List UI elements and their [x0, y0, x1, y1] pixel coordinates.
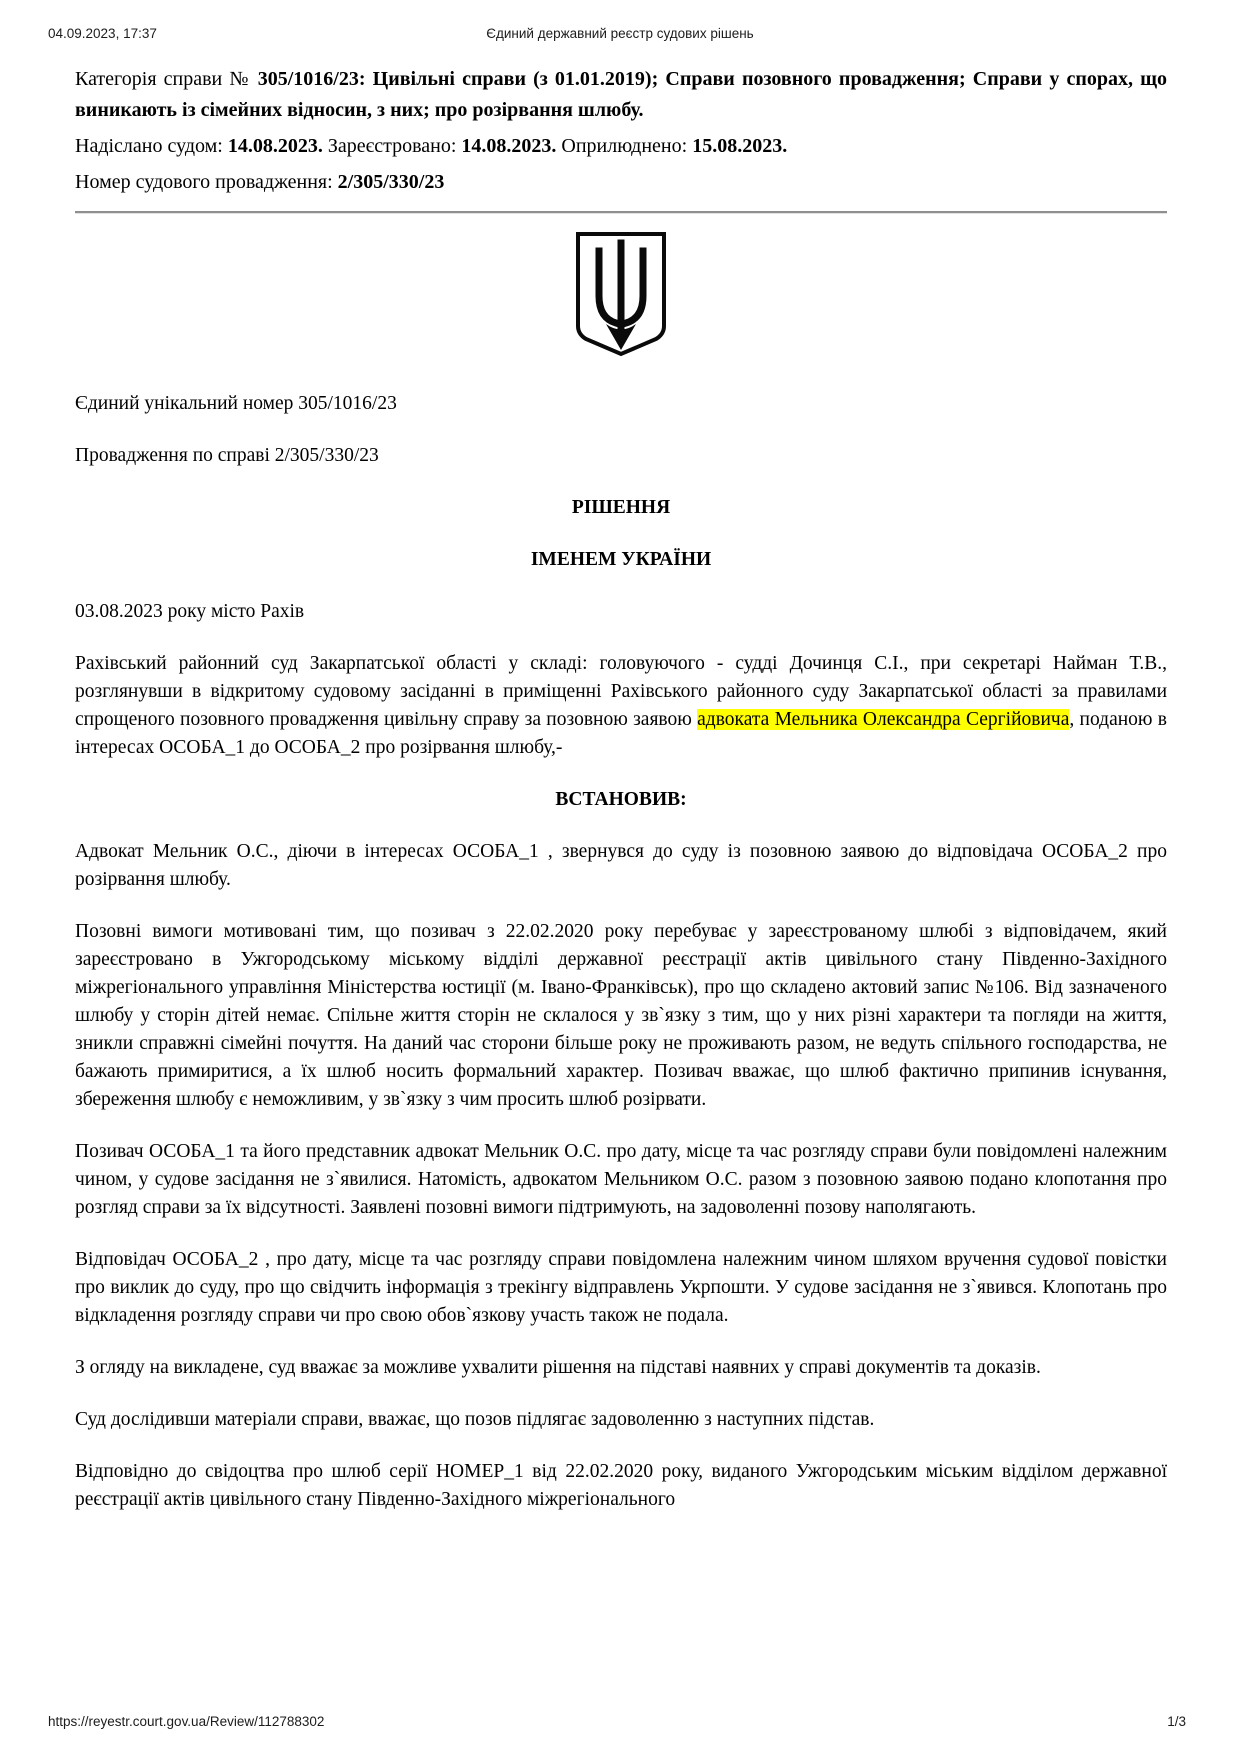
print-datetime: 04.09.2023, 17:37 [48, 26, 157, 41]
case-category-line: Категорія справи № 305/1016/23: Цивільні справи (з 01.01.2019); Справи позовного провадження; Справи у спорах, що виникають із сімейних відносин, з них; про розірвання шлюбу. [75, 68, 1168, 121]
separator-rule [75, 211, 1167, 213]
claim-motivation-paragraph: Позовні вимоги мотивовані тим, що позивач з 22.02.2020 року перебуває у зареєстрованому шлюбі з відповідачем, який зареєстровано в Ужгородському міському відділі державної реєстрації актів цивільного стану Південно-Західного міжрегіонального управління Міністерства юстиції (м. Івано-Франківськ), про що складено актовий запис №106. Від зазначеного шлюбу у сторін дітей немає. Спільне життя сторін не склалося у зв`язку з тим, що у них різні характери та погляди на життя, зникли справжні сімейні почуття. На даний час сторони більше року не проживають разом, не ведуть спільного господарства, не бажають примиритися, а їх шлюб носить формальний характер. Позивач вважає, що шлюб фактично припинив існування, збереження шлюбу є неможливим, у зв`язку з чим просить шлюб розірвати. [75, 921, 1167, 1110]
registration-dates-line: Надіслано судом: 14.08.2023. Зареєстровано: 14.08.2023. Оприлюднено: 15.08.2023. [75, 135, 788, 157]
decision-heading: РІШЕННЯ [571, 497, 671, 518]
case-proceeding-line: Провадження по справі 2/305/330/23 [75, 445, 379, 466]
ukraine-trident-emblem-icon [573, 230, 669, 358]
decision-text-block [75, 390, 1167, 1514]
court-considers-paragraph: З огляду на викладене, суд вважає за можливе ухвалити рішення на підставі наявних у справі документів та доказів. [75, 1357, 1041, 1378]
source-url: https://reyestr.court.gov.ua/Review/112788302 [48, 1714, 325, 1729]
defendant-notice-paragraph: Відповідач ОСОБА_2 , про дату, місце та час розгляду справи повідомлена належним чином шляхом вручення судової повістки про виклик до суду, про що свідчить інформація з трекінгу відправлень Укрпошти. У судове засідання не з`явився. Клопотань про відкладення розгляду справи чи про свою обов`язкову участь також не подала. [75, 1249, 1167, 1326]
claim-filed-paragraph: Адвокат Мельник О.С., діючи в інтересах ОСОБА_1 , звернувся до суду із позовною заявою до відповідача ОСОБА_2 про розірвання шлюбу. [75, 841, 1167, 890]
registry-title: Єдиний державний реєстр судових рішень [486, 26, 754, 41]
court-decision-document [75, 64, 1167, 1514]
court-conclusion-paragraph: Суд дослідивши матеріали справи, вважає, що позов підлягає задоволенню з наступних підстав. [75, 1409, 875, 1430]
unique-number-line: Єдиний унікальний номер 305/1016/23 [75, 393, 397, 414]
established-heading: ВСТАНОВИВ: [555, 789, 687, 810]
print-header [48, 26, 1192, 44]
in-the-name-of-ukraine-heading: ІМЕНЕМ УКРАЇНИ [530, 549, 712, 570]
plaintiff-notice-paragraph: Позивач ОСОБА_1 та його представник адвокат Мельник О.С. про дату, місце та час розгляду справи були повідомлені належним чином, у судове засідання не з`явилися. Натомість, адвокатом Мельником О.С. разом з позовною заявою подано клопотання про розгляд справи за їх відсутності. Заявлені позовні вимоги підтримують, на задоволенні позову наполягають. [75, 1141, 1167, 1218]
print-footer [48, 1714, 1186, 1729]
date-place-line: 03.08.2023 року місто Рахів [75, 601, 305, 622]
case-meta-block [75, 64, 1167, 198]
marriage-certificate-paragraph: Відповідно до свідоцтва про шлюб серії НОМЕР_1 від 22.02.2020 року, виданого Ужгородським міським відділом державної реєстрації актів цивільного стану Південно-Західного міжрегіонального [75, 1461, 1167, 1510]
court-composition-paragraph: Рахівський районний суд Закарпатської області у складі: головуючого - судді Дочинця С.І., при секретарі Найман Т.В., розглянувши в відкритому судовому засіданні в приміщенні Рахівського районного суду Закарпатської області за правилами спрощеного позовного провадження цивільну справу за позовною заявою адвоката Мельника Олександра Сергійовича, поданою в інтересах ОСОБА_1 до ОСОБА_2 про розірвання шлюбу,- [75, 653, 1167, 758]
page-indicator: 1/3 [1167, 1714, 1186, 1729]
proceeding-number-line: Номер судового провадження: 2/305/330/23 [75, 171, 445, 193]
